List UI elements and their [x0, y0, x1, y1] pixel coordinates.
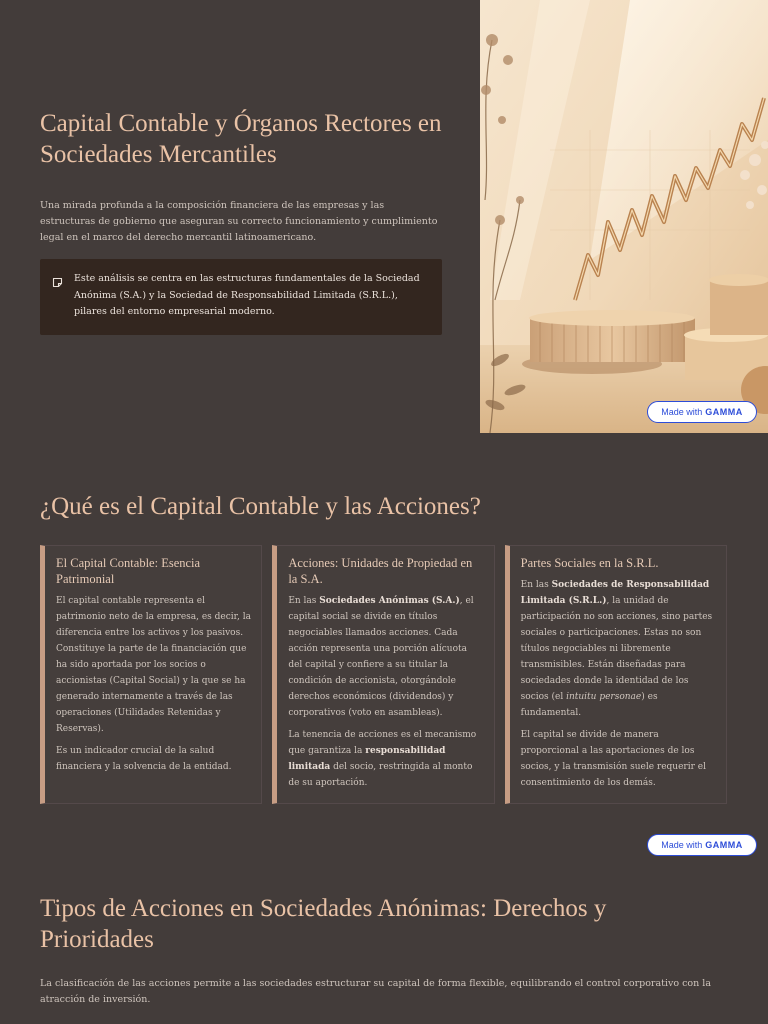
document-icon [42, 1018, 62, 1024]
callout-text: Este análisis se centra en las estructuras fundamentales de la Sociedad Anónima (S.A.) y la Sociedad de Responsabilidad Limitada (S.R.L.), pilares del entorno empresarial moderno. [74, 273, 420, 317]
card-paragraph: En las Sociedades Anónimas (S.A.), el capital social se divide en títulos negociables llamados acciones. Cada acción representa una porción alícuota del capital y confiere a su titular la condición de accionista, otorgándole derechos económicos (dividendos) y corporativos (voto en asambleas). [288, 596, 474, 718]
card-title: Acciones: Unidades de Propiedad en la S.A. [288, 556, 473, 586]
gamma-logo: GAMMA [705, 407, 743, 417]
card-acciones [272, 545, 494, 804]
hero-subtitle: Una mirada profunda a la composición financiera de las empresas y las estructuras de gobierno que aseguran su correcto funcionamiento y cumplimiento legal en el marco del derecho mercantil latinoamericano. [40, 200, 438, 243]
card-paragraph: Es un indicador crucial de la salud financiera y la solvencia de la entidad. [56, 746, 232, 772]
card-paragraph: El capital se divide de manera proporcional a las aportaciones de los socios, y la transmisión suele requerir el consentimiento de los demás. [520, 730, 706, 788]
section-title-capital: ¿Qué es el Capital Contable y las Acciones? [40, 493, 481, 520]
hero-image [480, 0, 768, 433]
card-paragraph: El capital contable representa el patrimonio neto de la empresa, es decir, la diferencia entre los activos y los pasivos. Constituye la parte de la financiación que ha sido aportada por los socios o accionistas (Capital Social) y la que se ha generado internamente a través de las operaciones (Utilidades Retenidas y Reservas). [56, 596, 251, 734]
card-partes-sociales [505, 545, 727, 804]
document-icon [398, 1018, 418, 1024]
note-icon [52, 273, 64, 321]
made-with-gamma-badge[interactable] [647, 401, 757, 423]
hero-text-block [40, 108, 442, 335]
section-subtitle: La clasificación de las acciones permite a las sociedades estructurar su capital de forma flexible, equilibrando el control corporativo con la atracción de inversión. [40, 978, 711, 1005]
made-with-gamma-badge[interactable] [647, 834, 757, 856]
callout-box [40, 259, 442, 335]
card-capital-contable [40, 545, 262, 804]
cards-row [40, 545, 727, 804]
card-title: El Capital Contable: Esencia Patrimonial [56, 556, 201, 586]
badge-prefix: Made with [661, 840, 703, 850]
section-title-tipos-acciones: Tipos de Acciones en Sociedades Anónimas: Derechos y Prioridades [40, 895, 607, 953]
gamma-logo: GAMMA [705, 840, 743, 850]
badge-prefix: Made with [661, 407, 703, 417]
card-paragraph: En las Sociedades de Responsabilidad Limitada (S.R.L.), la unidad de participación no son acciones, sino partes sociales o participaciones. Estas no son títulos negociables ni libremente transmisibles. Están diseñadas para sociedades donde la identidad de los socios (el intuitu personae) es fundamental. [520, 580, 713, 718]
card-paragraph: La tenencia de acciones es el mecanismo que garantiza la responsabilidad limitada del socio, restringida al monto de su aportación. [288, 730, 477, 788]
page-title: Capital Contable y Órganos Rectores en Sociedades Mercantiles [40, 110, 442, 168]
card-title: Partes Sociales en la S.R.L. [520, 556, 659, 570]
